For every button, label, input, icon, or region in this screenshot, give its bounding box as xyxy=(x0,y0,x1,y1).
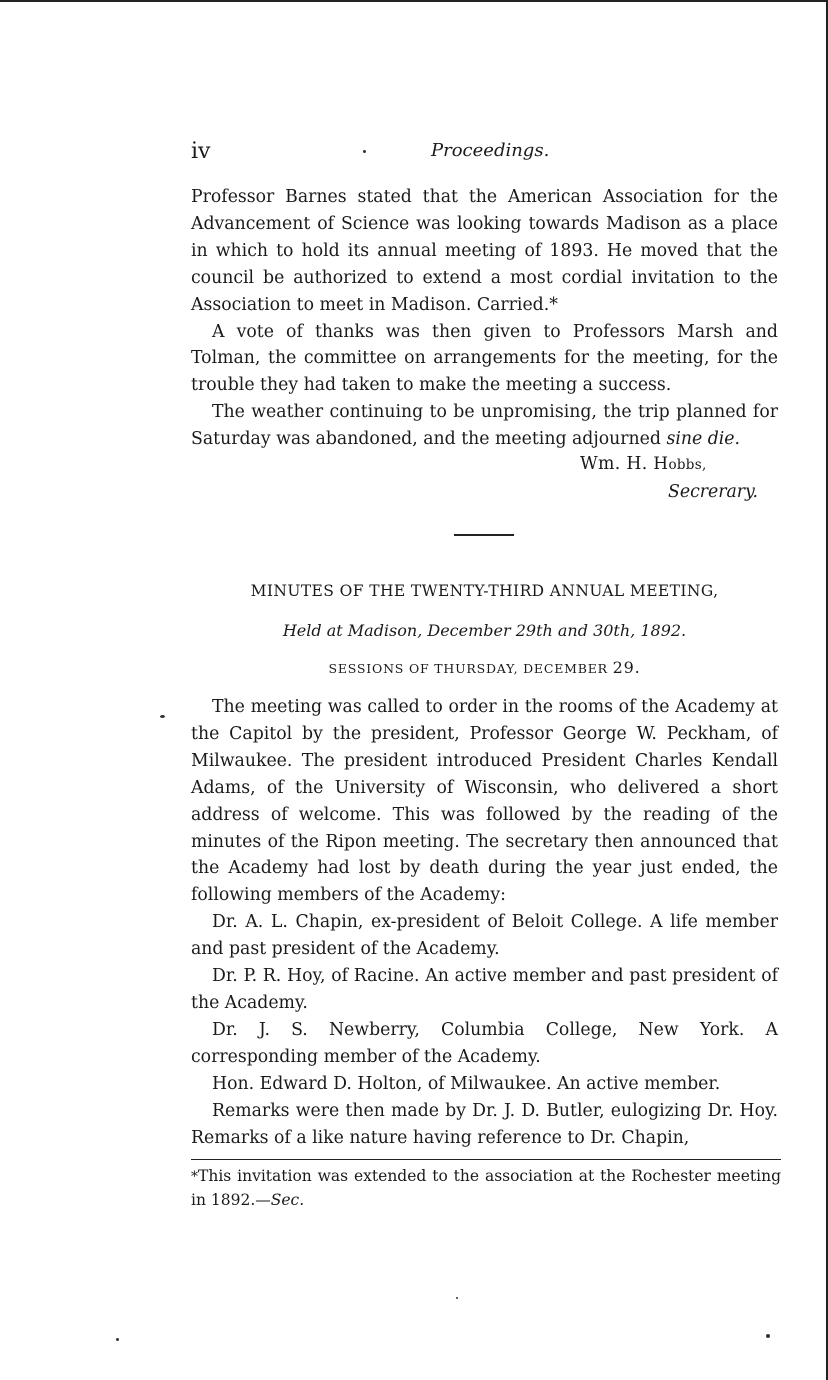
minutes-subtitle: Held at Madison, December 29th and 30th, 1892. xyxy=(282,621,687,640)
print-speck xyxy=(363,150,366,153)
print-speck xyxy=(116,1338,119,1341)
footnote-marker: * xyxy=(191,1169,198,1185)
footnote-signoff: —Sec. xyxy=(255,1191,305,1209)
intro-section xyxy=(191,184,778,453)
paragraph-barnes: Professor Barnes stated that the American Association for the Advancement of Science was looking towards Madison as a place in which to hold its annual meeting of 1893. He moved that the council be authorized to extend a most cordial invitation to the Association to meet in Madison. Carried.* xyxy=(191,187,778,315)
minutes-title: MINUTES OF THE TWENTY-THIRD ANNUAL MEETING, xyxy=(250,582,719,600)
sine-die: sine die. xyxy=(666,429,741,450)
session-heading xyxy=(191,658,778,677)
paragraph-call-to-order: The meeting was called to order in the rooms of the Academy at the Capitol by the president, Professor George W. Peckham, of Milwaukee. The president introduced President Charles Kendall Adams, of the University of Wisconsin, who delivered a short address of welcome. This was followed by the reading of the minutes of the Ripon meeting. The secretary then announced that the Academy had lost by death during the year just ended, the following members of the Academy: xyxy=(191,697,778,906)
weather-text: The weather continuing to be unpromising, the trip planned for Saturday was abandoned, and the meeting adjourned xyxy=(191,402,778,450)
print-speck xyxy=(456,1297,458,1299)
footnote-text: This invitation was extended to the association at the Rochester meeting in 1892. xyxy=(191,1167,781,1209)
paragraph-weather xyxy=(191,399,778,453)
minutes-section xyxy=(191,694,778,1151)
signature-name: Wm. H. Hobbs, xyxy=(580,454,707,474)
paragraph-remarks: Remarks were then made by Dr. J. D. Butler, eulogizing Dr. Hoy. Remarks of a like nature having reference to Dr. Chapin, xyxy=(191,1100,778,1148)
page-number: iv xyxy=(191,139,211,164)
session-day: 29. xyxy=(612,658,641,677)
page-header xyxy=(191,139,781,167)
footnote-rule xyxy=(191,1159,781,1160)
signature-title: Secrerary. xyxy=(668,482,759,502)
paragraph-hoy: Dr. P. R. Hoy, of Racine. An active member and past president of the Academy. xyxy=(191,966,778,1013)
print-speck xyxy=(160,715,165,718)
section-divider xyxy=(454,534,514,536)
paragraph-vote-of-thanks: A vote of thanks was then given to Professors Marsh and Tolman, the committee on arrangements for the meeting, for the trouble they had taken to make the meeting a success. xyxy=(191,321,778,396)
print-speck xyxy=(766,1334,770,1338)
paragraph-newberry: Dr. J. S. Newberry, Columbia College, New York. A corresponding member of the Academy. xyxy=(191,1019,778,1067)
paragraph-holton: Hon. Edward D. Holton, of Milwaukee. An active member. xyxy=(212,1073,721,1094)
paragraph-chapin: Dr. A. L. Chapin, ex-president of Beloit College. A life member and past president of the Academy. xyxy=(191,912,778,960)
session-label: SESSIONS OF THURSDAY, DECEMBER xyxy=(328,661,608,676)
running-head: Proceedings. xyxy=(431,140,550,161)
footnote xyxy=(191,1165,781,1212)
